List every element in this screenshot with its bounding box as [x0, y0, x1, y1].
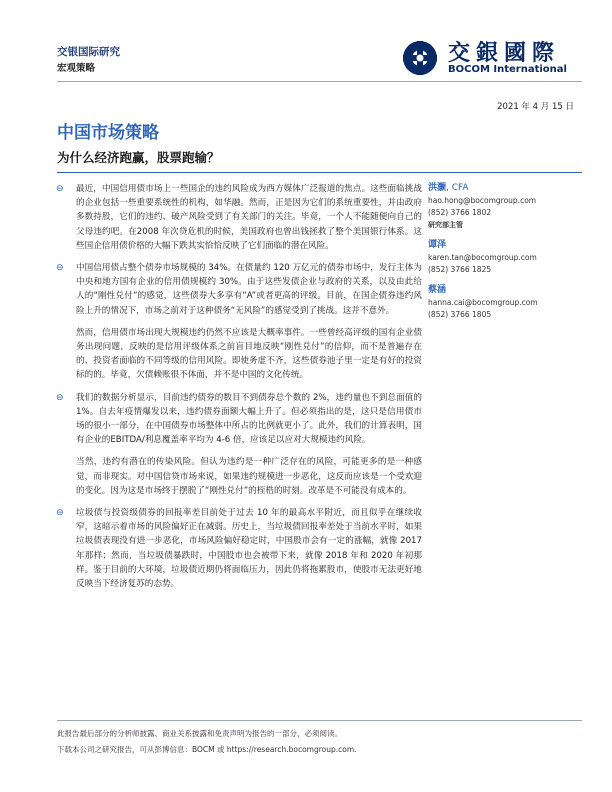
author-role: 研究部主管: [428, 221, 463, 229]
header-divider: [57, 81, 582, 82]
author-email[interactable]: hanna.cai@bocomgroup.com: [428, 298, 538, 307]
author-email[interactable]: hao.hong@bocomgroup.com: [428, 196, 537, 205]
author-card: [428, 239, 578, 276]
paragraph: [56, 182, 422, 253]
page-title: 中国市场策略: [57, 123, 159, 143]
page-subtitle: 为什么经济跑赢，股票跑输？: [57, 150, 220, 165]
title-divider: [57, 172, 582, 173]
paragraph: [76, 455, 422, 498]
paragraph-text: 当然，违约有潜在的传染风险。但认为违约是一种广泛存在的风险，可能更多的是一种感觉，而非现实。对中国信贷市场来说，如果违约规模进一步恶化，这反而应该是一个受欢迎的变化。因为这是市场终于摆脱了“刚性兑付”的桎梏的时刻。改革是不可能没有成本的。: [76, 457, 422, 496]
author-sidebar: [428, 182, 578, 329]
paragraph-text: 最近，中国信用债市场上一些国企的违约风险成为西方媒体广泛报道的焦点。这些面临挑战的企业包括一些重要系统性的机构，如华融。然而，正是因为它们的系统重要性，并由政府多数持股，它们的违约、破产风险受到了有关部门的关注。毕竟，一个人不能随便向自己的父母违约吧。在2008 年次贷危机的时候，美国政府也曾出钱拯救了整个美国银行体系。这些国企信用债价格的大幅下跌其实恰恰反映了它们面临的潜在风险。: [76, 184, 422, 251]
author-name: 谭泽: [428, 240, 447, 250]
author-card: [428, 182, 578, 231]
paragraph: [76, 326, 422, 383]
brand-name: 交银国际研究: [57, 46, 120, 58]
main-body: [56, 182, 422, 599]
bocom-logo-icon: [398, 38, 444, 78]
section-label: 宏观策略: [57, 63, 96, 74]
author-email[interactable]: karen.tan@bocomgroup.com: [428, 253, 537, 262]
author-phone: (852) 3766 1825: [428, 265, 492, 274]
paragraph-text: 垃圾债与投资级债券的回报率差目前处于过去 10 年的最高水平附近，而且似乎在继续收窄，这暗示着市场的风险偏好正在减弱。历史上，当垃圾债回报率差处于当前水平时，如果垃圾债表现没有进一步恶化，市场风险偏好稳定时，中国股市会有一定的涨幅，就像 2017 年那样；然而，当垃圾债暴跌时，中国股市也会被带下来，就像 2018 年和 2020 年初那样。鉴于目前的大环境，垃圾债近期仍将面临压力，因此仍将拖累股市，使股市无法更好地反映当下经济复苏的态势。: [76, 508, 422, 590]
circle-minus-bullet-icon: ⊖: [56, 392, 64, 403]
logo-chinese-name: 交銀國際: [448, 40, 561, 66]
author-credential: , CFA: [446, 183, 469, 193]
paragraph: [56, 261, 422, 318]
author-phone: (852) 3766 1805: [428, 310, 492, 319]
paragraph-text: 我们的数据分析显示，目前违约债券的数目不到债券总个数的 2%，违约量也不到总面值的 1%。自去年疫情爆发以来，违约债券面额大幅上升了。但必须指出的是，这只是信用债市场的很小一部分，在中国债券市场整体中所占的比例就更小了。此外，我们的计算表明，国有企业的EBITDA/利息覆盖率平均为 4-6 倍，应该足以应对大规模违约风险。: [76, 392, 422, 446]
paragraph-text: 中国信用债占整个债券市场规模的 34%。在债量约 120 万亿元的债券市场中，发行主体为中央和地方国有企业的信用债规模约 30%。由于这些发债企业与政府的关系，以及由此给人的“刚性兑付”的感觉，这些债券大多享有“A”或者更高的评级。目前，在国企债券违约风险上升的情况下，市场之前对于这种债务“无风险”的感觉受到了挑战。这并不意外。: [76, 263, 422, 316]
author-card: [428, 284, 578, 321]
paragraph: [56, 391, 422, 448]
author-name: 蔡涵: [428, 285, 447, 295]
paragraph-text: 然而，信用债市场出现大规模违约仍然不应该是大概率事件。一些曾经高评级的国有企业债务出现问题，反映的是信用评级体系之前盲目地反映“刚性兑付”的信仰，而不是普遍存在的、投资者面临的不同等级的信用风险。即使务虚不齐，这些债券池子里一定是有好的投资标的的。毕竟，欠债赖账很不体面，并不是中国的文化传统。: [76, 327, 422, 381]
paragraph: [56, 506, 422, 591]
footer-download-note: 下载本公司之研究报告，可从彭博信息：BOCM 或 https://research.bocomgroup.com.: [57, 745, 357, 754]
logo-english-name: BOCOM International: [448, 64, 567, 75]
circle-minus-bullet-icon: ⊖: [56, 263, 64, 274]
footer-divider: [57, 720, 582, 721]
footer-disclaimer: 此报告最后部分的分析师披露、商业关系披露和免责声明为报告的一部分，必须阅读。: [57, 729, 342, 738]
author-name: 洪灏: [428, 183, 447, 193]
circle-minus-bullet-icon: ⊖: [56, 508, 64, 519]
report-date: 2021 年 4 月 15 日: [497, 102, 574, 112]
author-phone: (852) 3766 1802: [428, 208, 492, 217]
circle-minus-bullet-icon: ⊖: [56, 184, 64, 194]
